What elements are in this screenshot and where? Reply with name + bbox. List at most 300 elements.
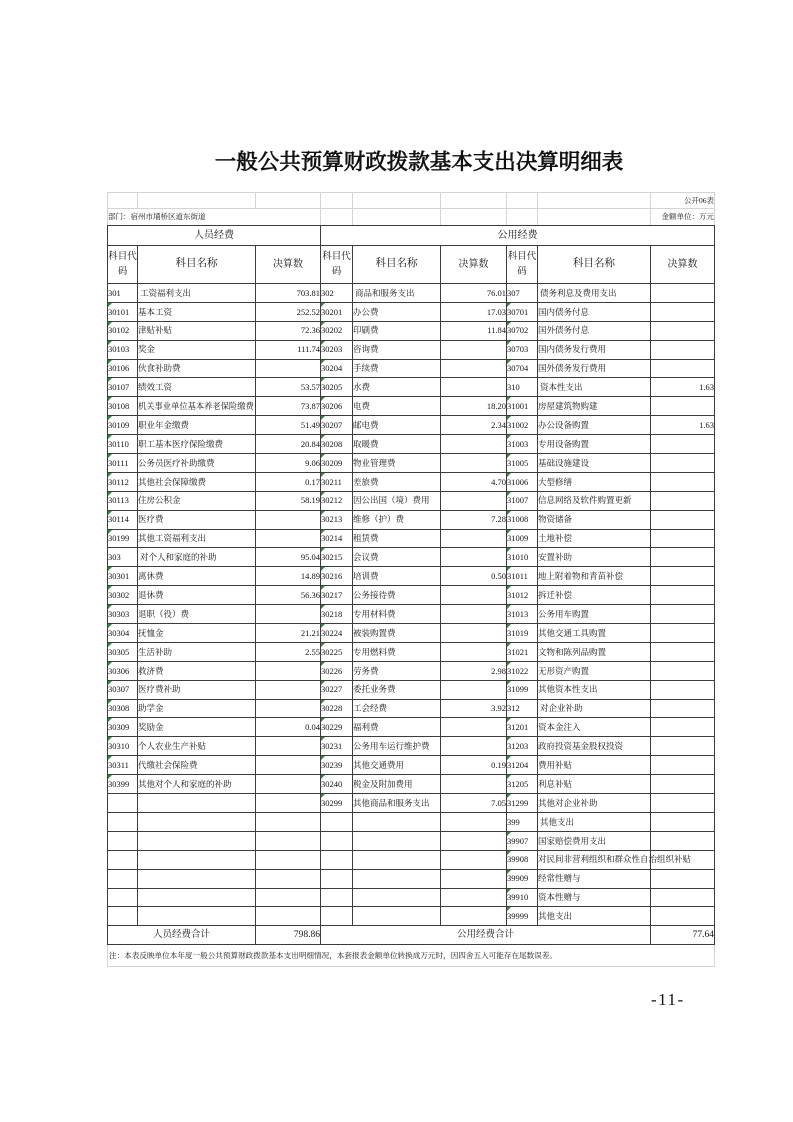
subject-code: 31013 — [507, 608, 529, 619]
public-right-name-cell — [538, 472, 651, 491]
public-left-name-cell — [353, 340, 441, 359]
public-total-amount: 77.64 — [651, 926, 715, 945]
public-right-name-cell — [538, 359, 651, 378]
personnel-amount-cell — [256, 831, 321, 850]
public-right-code-cell — [507, 661, 538, 680]
subject-code: 31019 — [507, 627, 529, 638]
subject-code: 30199 — [108, 533, 130, 544]
public-right-code-cell — [507, 284, 538, 303]
subject-name: 对企业补助 — [540, 703, 583, 714]
public-left-name-cell — [353, 737, 441, 756]
column-header-name: 科目名称 — [538, 246, 651, 284]
subject-code: 30205 — [321, 382, 343, 393]
public-right-code-cell — [507, 775, 538, 794]
subject-name: 公务员医疗补助缴费 — [138, 457, 215, 468]
table-row — [108, 850, 715, 869]
public-left-code-cell — [321, 378, 353, 397]
final-amount: 72.36 — [300, 325, 320, 336]
subject-code: 31203 — [507, 741, 529, 752]
subject-name: 国外债务发行费用 — [538, 363, 607, 374]
public-left-amount-cell — [441, 624, 507, 643]
table-row — [108, 907, 715, 926]
public-left-code-cell — [321, 529, 353, 548]
public-left-amount-cell — [441, 284, 507, 303]
column-header-name: 科目名称 — [138, 246, 256, 284]
public-left-code-cell — [321, 907, 353, 926]
public-left-name-cell — [353, 718, 441, 737]
public-left-name-cell — [353, 812, 441, 831]
public-left-code-cell — [321, 888, 353, 907]
final-amount: 11.84 — [487, 325, 506, 336]
personnel-amount-cell — [256, 699, 321, 718]
public-right-code-cell — [507, 831, 538, 850]
table-row — [108, 454, 715, 473]
personnel-code-cell — [108, 699, 138, 718]
final-amount: 2.98 — [491, 665, 506, 676]
subject-code: 30310 — [108, 741, 130, 752]
table-row — [108, 737, 715, 756]
public-left-name-cell — [353, 548, 441, 567]
subject-code: 30302 — [108, 589, 130, 600]
subject-name: 其他交通费用 — [353, 759, 405, 770]
table-row — [108, 567, 715, 586]
public-left-name-cell — [353, 680, 441, 699]
subject-code: 39907 — [507, 835, 529, 846]
public-right-name-cell — [538, 378, 651, 397]
subject-code: 310 — [507, 382, 520, 393]
personnel-amount-cell — [256, 756, 321, 775]
table-row — [108, 869, 715, 888]
table-row — [108, 624, 715, 643]
table-row — [108, 548, 715, 567]
public-right-code-cell — [507, 699, 538, 718]
public-left-amount-cell — [441, 605, 507, 624]
subject-code: 30216 — [321, 571, 343, 582]
empty-cell — [353, 209, 441, 226]
final-amount: 703.81 — [296, 287, 320, 298]
final-amount: 58.19 — [300, 495, 320, 506]
public-right-code-cell — [507, 340, 538, 359]
subject-code: 30228 — [321, 703, 343, 714]
subject-name: 工会经费 — [353, 703, 388, 714]
table-row — [108, 435, 715, 454]
public-left-amount-cell — [441, 812, 507, 831]
public-left-name-cell — [353, 869, 441, 888]
subject-name: 职工基本医疗保险缴费 — [138, 438, 224, 449]
personnel-amount-cell — [256, 529, 321, 548]
public-left-amount-cell — [441, 699, 507, 718]
personnel-amount-cell — [256, 794, 321, 813]
personnel-name-cell — [138, 416, 256, 435]
empty-cell — [507, 209, 538, 226]
personnel-name-cell — [138, 567, 256, 586]
table-row — [108, 397, 715, 416]
public-right-amount-cell — [651, 831, 715, 850]
subject-name: 国家赔偿费用支出 — [538, 835, 607, 846]
subject-code: 31204 — [507, 759, 529, 770]
public-left-amount-cell — [441, 567, 507, 586]
subject-name: 无形资产购置 — [538, 665, 590, 676]
subject-name: 物业管理费 — [353, 457, 396, 468]
public-left-code-cell — [321, 718, 353, 737]
public-right-name-cell — [538, 586, 651, 605]
public-left-name-cell — [353, 605, 441, 624]
public-right-amount-cell — [651, 680, 715, 699]
public-left-name-cell — [353, 510, 441, 529]
personnel-name-cell — [138, 850, 256, 869]
table-row — [108, 642, 715, 661]
public-right-code-cell — [507, 472, 538, 491]
subject-code: 30704 — [507, 363, 529, 374]
table-row — [108, 718, 715, 737]
table-row — [108, 586, 715, 605]
final-amount: 20.84 — [300, 438, 320, 449]
public-right-name-cell — [538, 661, 651, 680]
public-left-code-cell — [321, 812, 353, 831]
table-row — [108, 340, 715, 359]
public-right-code-cell — [507, 869, 538, 888]
subject-code: 30309 — [108, 722, 130, 733]
subject-name: 物资储备 — [538, 514, 573, 525]
subject-code: 31003 — [507, 438, 529, 449]
personnel-name-cell — [138, 510, 256, 529]
empty-cell — [321, 193, 353, 209]
personnel-code-cell — [108, 302, 138, 321]
column-header-amount: 决算数 — [256, 246, 321, 284]
subject-name: 公务用车购置 — [538, 608, 590, 619]
column-header-amount: 决算数 — [651, 246, 715, 284]
public-right-name-cell — [538, 850, 692, 869]
subject-name: 个人农业生产补贴 — [138, 741, 207, 752]
subject-name: 地上附着物和青苗补偿 — [538, 571, 624, 582]
personnel-amount-cell — [256, 510, 321, 529]
final-amount: 7.05 — [491, 797, 506, 808]
public-total-label: 公用经费合计 — [321, 926, 651, 945]
final-amount: 21.21 — [300, 627, 320, 638]
subject-name: 经常性赠与 — [538, 873, 581, 884]
personnel-name-cell — [138, 661, 256, 680]
table-row — [108, 605, 715, 624]
personnel-amount-cell — [256, 567, 321, 586]
public-right-amount-cell — [651, 869, 715, 888]
empty-cell — [538, 209, 651, 226]
subject-code: 30206 — [321, 401, 343, 412]
subject-name: 商品和服务支出 — [355, 287, 415, 298]
public-left-code-cell — [321, 586, 353, 605]
department-label: 部门：宿州市埇桥区道东街道 — [108, 209, 321, 226]
personnel-total-label: 人员经费合计 — [108, 926, 256, 945]
personnel-name-cell — [138, 454, 256, 473]
column-header-row — [108, 246, 715, 284]
public-left-amount-cell — [441, 416, 507, 435]
personnel-amount-cell — [256, 642, 321, 661]
subject-code: 30211 — [321, 476, 342, 487]
subject-name: 医疗费 — [138, 514, 164, 525]
public-left-code-cell — [321, 284, 353, 303]
final-amount: 3.92 — [491, 703, 506, 714]
public-left-name-cell — [353, 529, 441, 548]
subject-code: 302 — [321, 287, 334, 298]
public-right-code-cell — [507, 737, 538, 756]
subject-code: 30106 — [108, 363, 130, 374]
final-amount: 76.01 — [486, 287, 506, 298]
table-row — [108, 794, 715, 813]
empty-cell — [538, 193, 651, 209]
public-right-amount-cell — [651, 416, 715, 435]
subject-code: 30226 — [321, 665, 343, 676]
public-right-code-cell — [507, 510, 538, 529]
personnel-expense-group-header: 人员经费 — [108, 226, 321, 246]
personnel-code-cell — [108, 359, 138, 378]
subject-name: 代缴社会保险费 — [138, 759, 198, 770]
public-right-code-cell — [507, 812, 538, 831]
public-left-code-cell — [321, 756, 353, 775]
public-right-code-cell — [507, 794, 538, 813]
subject-code: 30305 — [108, 646, 130, 657]
department-row — [108, 209, 715, 226]
subject-code: 31008 — [507, 514, 529, 525]
subject-name: 公务接待费 — [353, 589, 396, 600]
subject-name: 机关事业单位基本养老保险缴费 — [138, 401, 254, 411]
subject-code: 30217 — [321, 589, 343, 600]
public-right-name-cell — [538, 435, 651, 454]
public-right-amount-cell — [651, 454, 715, 473]
subject-name: 电费 — [353, 401, 371, 412]
subject-name: 其他支出 — [538, 911, 573, 922]
subject-name: 水费 — [353, 382, 371, 393]
final-amount: 2.55 — [305, 646, 320, 657]
table-row — [108, 302, 715, 321]
table-row — [108, 775, 715, 794]
subject-name: 奖金 — [138, 344, 156, 355]
public-left-amount-cell — [441, 794, 507, 813]
final-amount: 9.06 — [305, 457, 320, 468]
subject-name: 大型修缮 — [538, 476, 573, 487]
public-left-name-cell — [353, 699, 441, 718]
public-left-name-cell — [353, 397, 441, 416]
public-right-code-cell — [507, 378, 538, 397]
public-left-amount-cell — [441, 718, 507, 737]
public-right-amount-cell — [651, 472, 715, 491]
public-left-name-cell — [353, 586, 441, 605]
subject-name: 信息网络及软件购置更新 — [538, 495, 632, 506]
public-right-amount-cell — [651, 718, 715, 737]
personnel-total-amount: 798.86 — [256, 926, 321, 945]
personnel-code-cell — [108, 454, 138, 473]
public-right-amount-cell — [651, 794, 715, 813]
subject-name: 福利费 — [353, 722, 379, 733]
personnel-code-cell — [108, 624, 138, 643]
public-left-code-cell — [321, 567, 353, 586]
page-title: 一般公共预算财政拨款基本支出决算明细表 — [214, 150, 624, 174]
subject-code: 31201 — [507, 722, 529, 733]
personnel-amount-cell — [256, 491, 321, 510]
subject-name: 因公出国（境）费用 — [353, 495, 430, 506]
subject-code: 307 — [507, 287, 520, 298]
subject-name: 费用补贴 — [538, 759, 573, 770]
subject-name: 其他社会保障缴费 — [138, 476, 207, 487]
subject-code: 30399 — [108, 778, 130, 789]
subject-code: 30240 — [321, 778, 343, 789]
subject-code: 30227 — [321, 684, 343, 695]
subject-name: 对个人和家庭的补助 — [140, 552, 217, 563]
subject-code: 39910 — [507, 892, 529, 903]
public-right-name-cell — [538, 718, 651, 737]
subject-code: 30208 — [321, 438, 343, 449]
table-row — [108, 699, 715, 718]
subject-name: 邮电费 — [353, 419, 379, 430]
personnel-code-cell — [108, 642, 138, 661]
public-left-name-cell — [353, 756, 441, 775]
public-right-amount-cell — [651, 378, 715, 397]
public-right-name-cell — [538, 812, 651, 831]
public-right-code-cell — [507, 529, 538, 548]
public-left-amount-cell — [441, 510, 507, 529]
personnel-amount-cell — [256, 812, 321, 831]
final-amount: 56.36 — [300, 589, 320, 600]
subject-code: 31299 — [507, 797, 529, 808]
public-right-name-cell — [538, 737, 651, 756]
public-left-amount-cell — [441, 888, 507, 907]
form-code: 公开06表 — [651, 193, 715, 209]
subject-code: 30229 — [321, 722, 343, 733]
public-right-name-cell — [538, 397, 651, 416]
public-right-code-cell — [507, 605, 538, 624]
subject-name: 其他对个人和家庭的补助 — [138, 778, 232, 789]
public-left-amount-cell — [441, 472, 507, 491]
subject-name: 文物和陈列品购置 — [538, 646, 607, 657]
subject-code: 30203 — [321, 344, 343, 355]
subject-name: 委托业务费 — [353, 684, 396, 695]
public-right-name-cell — [538, 756, 651, 775]
subject-name: 咨询费 — [353, 344, 379, 355]
public-left-code-cell — [321, 397, 353, 416]
table-row — [108, 812, 715, 831]
public-left-name-cell — [353, 567, 441, 586]
personnel-name-cell — [138, 397, 256, 416]
subject-name: 基本工资 — [138, 306, 173, 317]
public-left-code-cell — [321, 359, 353, 378]
subject-code: 30218 — [321, 608, 343, 619]
personnel-name-cell — [138, 831, 256, 850]
personnel-code-cell — [108, 907, 138, 926]
table-row — [108, 680, 715, 699]
public-left-amount-cell — [441, 831, 507, 850]
subject-name: 印刷费 — [353, 325, 379, 336]
subject-name: 其他对企业补助 — [538, 797, 598, 808]
public-left-amount-cell — [441, 756, 507, 775]
public-left-name-cell — [353, 416, 441, 435]
subject-name: 被装购置费 — [353, 627, 396, 638]
personnel-code-cell — [108, 605, 138, 624]
public-right-code-cell — [507, 454, 538, 473]
expenditure-detail-table — [107, 192, 715, 967]
column-header-code: 科目代码 — [108, 246, 138, 284]
subject-name: 其他资本性支出 — [538, 684, 598, 695]
public-left-name-cell — [353, 454, 441, 473]
public-right-amount-cell — [651, 435, 715, 454]
personnel-code-cell — [108, 491, 138, 510]
personnel-code-cell — [108, 831, 138, 850]
personnel-amount-cell — [256, 869, 321, 888]
public-left-amount-cell — [441, 775, 507, 794]
public-right-name-cell — [538, 831, 651, 850]
personnel-name-cell — [138, 699, 256, 718]
final-amount: 14.89 — [300, 571, 320, 582]
public-left-amount-cell — [441, 529, 507, 548]
public-right-amount-cell — [651, 812, 715, 831]
personnel-amount-cell — [256, 586, 321, 605]
final-amount: 95.04 — [300, 552, 320, 563]
public-left-code-cell — [321, 680, 353, 699]
personnel-name-cell — [138, 718, 256, 737]
public-left-code-cell — [321, 699, 353, 718]
public-right-amount-cell — [651, 284, 715, 303]
subject-name: 会议费 — [353, 552, 379, 563]
totals-row — [108, 926, 715, 945]
public-left-code-cell — [321, 472, 353, 491]
personnel-name-cell — [138, 491, 256, 510]
public-right-name-cell — [538, 548, 651, 567]
subject-code: 30209 — [321, 457, 343, 468]
public-right-code-cell — [507, 680, 538, 699]
public-left-amount-cell — [441, 397, 507, 416]
subject-code: 31001 — [507, 401, 529, 412]
public-right-name-cell — [538, 907, 651, 926]
personnel-amount-cell — [256, 850, 321, 869]
subject-name: 资本金注入 — [538, 722, 581, 733]
subject-code: 30703 — [507, 344, 529, 355]
subject-name: 政府投资基金股权投资 — [538, 741, 624, 752]
subject-code: 30201 — [321, 306, 343, 317]
personnel-code-cell — [108, 397, 138, 416]
final-amount: 111.74 — [297, 344, 320, 355]
final-amount: 18.20 — [486, 401, 506, 412]
public-right-amount-cell — [651, 699, 715, 718]
subject-name: 公务用车运行维护费 — [353, 741, 430, 752]
subject-code: 399 — [507, 816, 520, 827]
personnel-amount-cell — [256, 718, 321, 737]
public-left-code-cell — [321, 491, 353, 510]
final-amount: 17.03 — [486, 306, 506, 317]
subject-code: 31005 — [507, 457, 529, 468]
subject-code: 31007 — [507, 495, 529, 506]
personnel-amount-cell — [256, 397, 321, 416]
subject-name: 劳务费 — [353, 665, 379, 676]
subject-code: 30303 — [108, 608, 130, 619]
public-right-amount-cell — [651, 586, 715, 605]
public-left-amount-cell — [441, 850, 507, 869]
public-left-code-cell — [321, 737, 353, 756]
subject-code: 301 — [108, 287, 121, 298]
public-right-name-cell — [538, 794, 651, 813]
public-right-amount-cell — [651, 907, 715, 926]
subject-code: 30311 — [108, 759, 129, 770]
public-left-amount-cell — [441, 869, 507, 888]
subject-name: 职业年金缴费 — [138, 419, 190, 430]
public-left-amount-cell — [441, 435, 507, 454]
subject-name: 救济费 — [138, 665, 164, 676]
public-expense-group-header: 公用经费 — [321, 226, 715, 246]
public-left-name-cell — [353, 642, 441, 661]
public-right-amount-cell — [651, 529, 715, 548]
personnel-amount-cell — [256, 737, 321, 756]
subject-name: 差旅费 — [353, 476, 379, 487]
empty-cell — [138, 193, 256, 209]
final-amount: 1.63 — [699, 382, 714, 393]
public-right-code-cell — [507, 302, 538, 321]
personnel-name-cell — [138, 529, 256, 548]
